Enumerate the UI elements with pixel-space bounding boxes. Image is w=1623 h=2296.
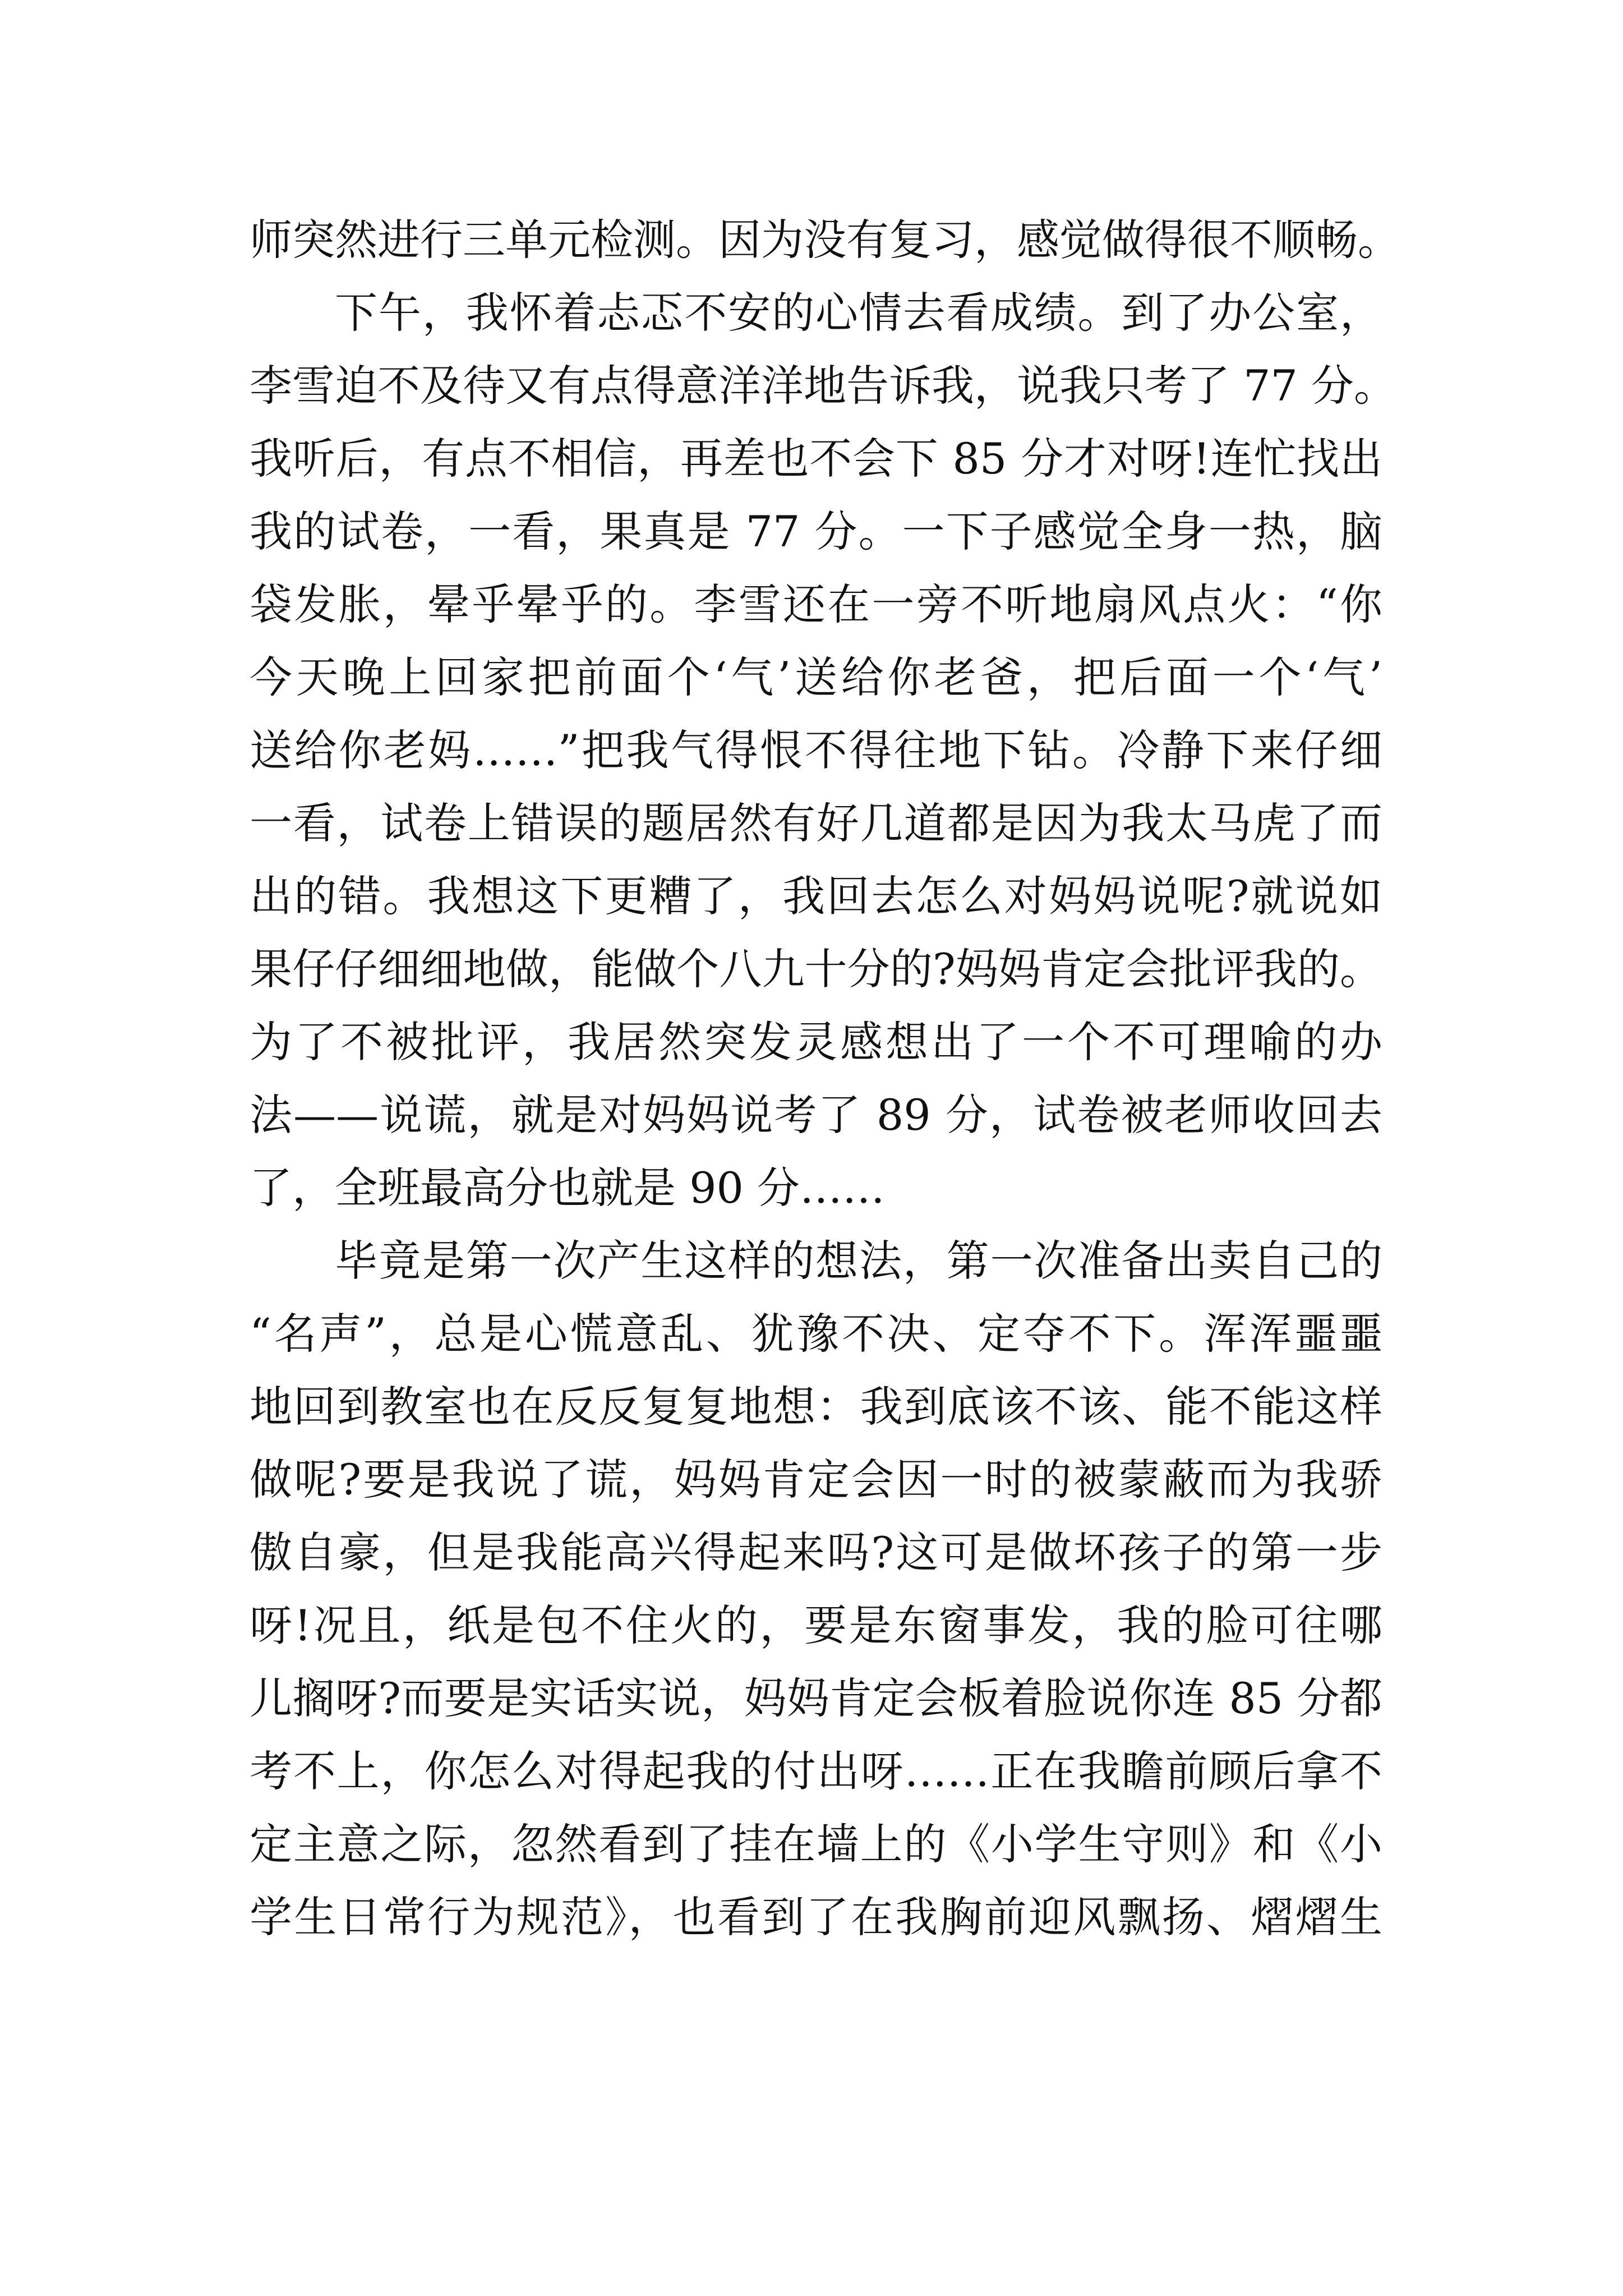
text-line: 定主意之际，忽然看到了挂在墙上的《小学生守则》和《小 <box>250 1819 1382 1869</box>
text-line: 傲自豪，但是我能高兴得起来吗?这可是做坏孩子的第一步 <box>250 1527 1382 1577</box>
text-line: 送给你老妈……”把我气得恨不得往地下钻。冷静下来仔细 <box>250 725 1382 775</box>
text-line: 呀!况且，纸是包不住火的，要是东窗事发，我的脸可往哪 <box>250 1600 1382 1650</box>
text-line: 地回到教室也在反反复复地想：我到底该不该、能不能这样 <box>250 1382 1382 1432</box>
text-line: 出的错。我想这下更糟了，我回去怎么对妈妈说呢?就说如 <box>250 871 1382 921</box>
text-line: 李雪迫不及待又有点得意洋洋地告诉我，说我只考了 77 分。 <box>250 361 1397 411</box>
text-line: 我听后，有点不相信，再差也不会下 85 分才对呀!连忙找出 <box>250 434 1382 484</box>
text-line: 师突然进行三单元检测。因为没有复习，感觉做得很不顺畅。 <box>250 215 1400 265</box>
text-line: 考不上，你怎么对得起我的付出呀……正在我瞻前顾后拿不 <box>250 1746 1382 1796</box>
text-line: 今天晚上回家把前面个‘气’送给你老爸，把后面一个‘气’ <box>250 652 1382 702</box>
text-line: 我的试卷，一看，果真是 77 分。一下子感觉全身一热，脑 <box>250 507 1382 556</box>
text-line: 袋发胀，晕乎晕乎的。李雪还在一旁不听地扇风点火：“你 <box>250 579 1382 629</box>
text-line: 为了不被批评，我居然突发灵感想出了一个不可理喻的办 <box>250 1017 1382 1067</box>
text-line: 一看，试卷上错误的题居然有好几道都是因为我太马虎了而 <box>250 798 1382 848</box>
paragraph-first-line: 下午，我怀着忐忑不安的心情去看成绩。到了办公室， <box>335 288 1382 338</box>
text-line: 法——说谎，就是对妈妈说考了 89 分，试卷被老师收回去 <box>250 1090 1382 1140</box>
text-line: 学生日常行为规范》，也看到了在我胸前迎风飘扬、熠熠生 <box>250 1892 1382 1942</box>
text-line: 做呢?要是我说了谎，妈妈肯定会因一时的被蒙蔽而为我骄 <box>250 1455 1382 1504</box>
text-line: 儿搁呀?而要是实话实说，妈妈肯定会板着脸说你连 85 分都 <box>250 1673 1382 1723</box>
text-line: “名声”，总是心慌意乱、犹豫不决、定夺不下。浑浑噩噩 <box>250 1309 1382 1359</box>
text-line: 果仔仔细细地做，能做个八九十分的?妈妈肯定会批评我的。 <box>250 944 1382 994</box>
paragraph-last-line: 了，全班最高分也就是 90 分…… <box>250 1163 886 1213</box>
paragraph-first-line: 毕竟是第一次产生这样的想法，第一次准备出卖自己的 <box>335 1236 1382 1286</box>
